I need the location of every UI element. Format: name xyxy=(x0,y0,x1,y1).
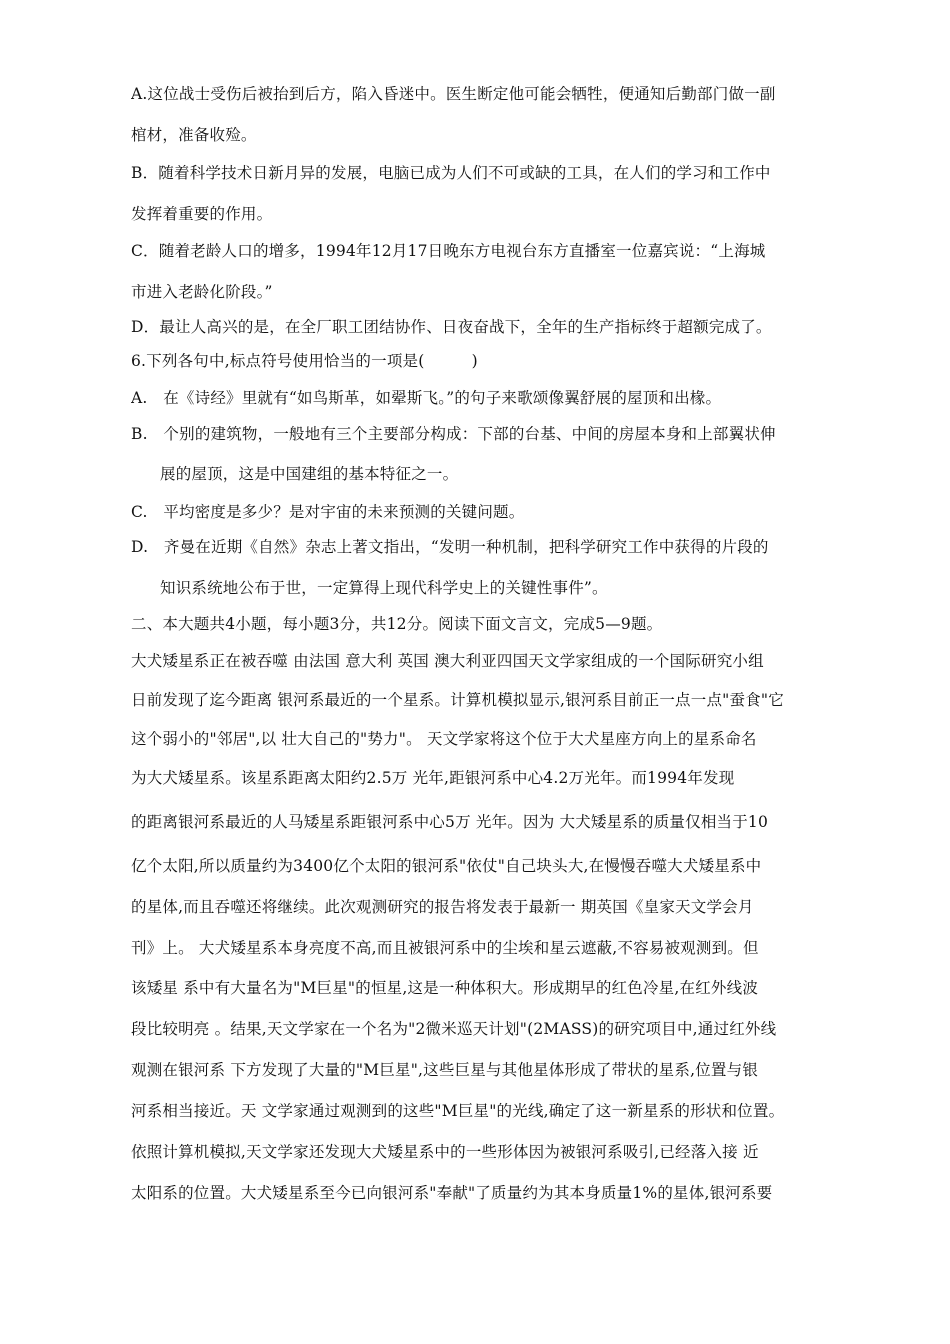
q5-option-c-line1: C．随着老龄人口的增多，1994年12月17日晚东方电视台东方直播室一位嘉宾说：“上海城 xyxy=(131,242,766,260)
passage-line: 为大犬矮星系。该星系距离太阳约2.5万 光年,距银河系中心4.2万光年。而1994年发现 xyxy=(131,769,735,787)
q6-stem: 6.下列各句中,标点符号使用恰当的一项是( ) xyxy=(131,352,478,370)
passage-line: 太阳系的位置。大犬矮星系至今已向银河系"奉献"了质量约为其本身质量1%的星体,银河系要 xyxy=(131,1184,773,1202)
q5-option-d-line1: D．最让人高兴的是，在全厂职工团结协作、日夜奋战下，全年的生产指标终于超额完成了。 xyxy=(131,318,772,336)
q6-option-b-line2: 展的屋顶，这是中国建组的基本特征之一。 xyxy=(160,465,459,483)
passage-line: 这个弱小的"邻居",以 壮大自己的"势力"。 天文学家将这个位于大犬星座方向上的星系命名 xyxy=(131,730,757,748)
q5-option-b-line2: 发挥着重要的作用。 xyxy=(131,205,273,223)
passage-line: 该矮星 系中有大量名为"M巨星"的恒星,这是一种体积大。形成期早的红色冷星,在红外线波 xyxy=(131,979,759,997)
q6-option-d-line2: 知识系统地公布于世，一定算得上现代科学史上的关键性事件”。 xyxy=(160,579,608,597)
passage-line: 的距离银河系最近的人马矮星系距银河系中心5万 光年。因为 大犬矮星系的质量仅相当于10 xyxy=(131,813,769,831)
section-heading: 二、本大题共4小题，每小题3分，共12分。阅读下面文言文，完成5—9题。 xyxy=(131,615,663,633)
passage-line: 亿个太阳,所以质量约为3400亿个太阳的银河系"依仗"自己块头大,在慢慢吞噬大犬矮星系中 xyxy=(131,857,762,875)
q5-option-a-line2: 棺材，准备收殓。 xyxy=(131,126,257,144)
q6-option-b-line1: B. 个别的建筑物，一般地有三个主要部分构成：下部的台基、中间的房屋本身和上部翼状伸 xyxy=(131,425,776,443)
passage-line: 河系相当接近。天 文学家通过观测到的这些"M巨星"的光线,确定了这一新星系的形状和位置。 xyxy=(131,1102,785,1120)
q5-option-c-line2: 市进入老龄化阶段。” xyxy=(131,283,273,301)
q6-option-c: C. 平均密度是多少？是对宇宙的未来预测的关键问题。 xyxy=(131,503,525,521)
q6-option-d-line1: D. 齐曼在近期《自然》杂志上著文指出，“发明一种机制，把科学研究工作中获得的片段的 xyxy=(131,538,769,556)
passage-line: 日前发现了迄今距离 银河系最近的一个星系。计算机模拟显示,银河系目前正一点一点"蚕食"它 xyxy=(131,691,784,709)
passage-line: 依照计算机模拟,天文学家还发现大犬矮星系中的一些形体因为被银河系吸引,已经落入接 近 xyxy=(131,1143,759,1161)
q5-option-a-line1: A.这位战士受伤后被抬到后方，陷入昏迷中。医生断定他可能会牺牲，便通知后勤部门做一副 xyxy=(131,85,776,103)
passage-line: 段比较明亮 。结果,天文学家在一个名为"2微米巡天计划"(2MASS)的研究项目中,通过红外线 xyxy=(131,1020,777,1038)
passage-line: 的星体,而且吞噬还将继续。此次观测研究的报告将发表于最新一 期英国《皇家天文学会月 xyxy=(131,898,754,916)
passage-line: 刊》上。 大犬矮星系本身亮度不高,而且被银河系中的尘埃和星云遮蔽,不容易被观测到。但 xyxy=(131,939,759,957)
q5-option-b-line1: B．随着科学技术日新月异的发展，电脑已成为人们不可或缺的工具，在人们的学习和工作中 xyxy=(131,164,771,182)
passage-line: 大犬矮星系正在被吞噬 由法国 意大利 英国 澳大利亚四国天文学家组成的一个国际研究小组 xyxy=(131,652,764,670)
passage-line: 观测在银河系 下方发现了大量的"M巨星",这些巨星与其他星体形成了带状的星系,位置与银 xyxy=(131,1061,759,1079)
q6-option-a: A. 在《诗经》里就有“如鸟斯革，如翚斯飞。”的句子来歌颂像翼舒展的屋顶和出椽。 xyxy=(131,389,722,407)
